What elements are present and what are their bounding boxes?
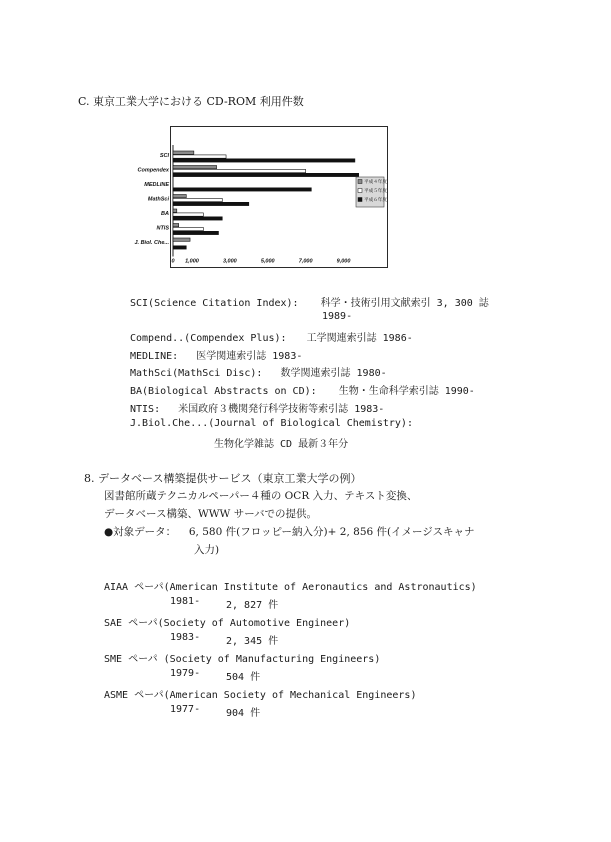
bar xyxy=(173,173,359,176)
paper-sme-year: 1979- xyxy=(170,668,201,679)
chart-frame xyxy=(134,126,388,268)
section-8-heading: 8. データベース構築提供サービス（東京工業大学の例） xyxy=(84,472,362,485)
bar xyxy=(173,231,218,234)
db-item-sci xyxy=(130,294,489,309)
legend-label: 平成５年度 xyxy=(364,188,387,193)
paper-sme-name: SME ペーパ (Society of Manufacturing Engineers) xyxy=(104,654,381,665)
bar xyxy=(173,155,226,158)
db-item-ntis xyxy=(130,400,384,415)
bar xyxy=(173,224,179,227)
target-data-line xyxy=(104,524,475,539)
bar xyxy=(173,238,190,241)
db-item-mathsci xyxy=(130,364,387,379)
target-label: ●対象データ： xyxy=(104,526,177,538)
x-tick-label: 7,000 xyxy=(298,258,313,265)
bar xyxy=(173,166,217,169)
x-tick-label: 0 xyxy=(171,258,175,265)
db-label: Compend..(Compendex Plus): xyxy=(130,333,287,344)
category-label: NTIS xyxy=(156,225,169,232)
paper-aiaa-name: AIAA ペーパ(American Institute of Aeronautics and Astronautics) xyxy=(104,582,477,593)
category-label: MathSci xyxy=(147,196,169,203)
bar xyxy=(173,246,186,249)
category-label: J. Biol. Che... xyxy=(134,240,169,246)
db-label: MEDLINE: xyxy=(130,351,179,362)
bar xyxy=(173,198,222,201)
x-tick-label: 1,000 xyxy=(185,258,199,265)
paper-aiaa-year: 1981- xyxy=(170,596,201,607)
bar xyxy=(173,151,194,154)
target-cont: 入力) xyxy=(194,544,220,556)
bar xyxy=(173,209,177,212)
db-desc: 医学関連索引誌 1983- xyxy=(196,351,303,362)
db-label: MathSci(MathSci Disc): xyxy=(130,368,263,379)
category-label: SCI xyxy=(159,153,169,159)
paper-aiaa-count: 2, 827 件 xyxy=(226,600,279,611)
paper-asme-count: 904 件 xyxy=(226,708,261,719)
db-desc: 工学関連索引誌 1986- xyxy=(306,333,413,344)
usage-bar-chart xyxy=(134,127,387,267)
paper-asme-year: 1977- xyxy=(170,704,201,715)
db-item-sci-cont: 1989- xyxy=(322,311,353,322)
legend-swatch xyxy=(358,180,362,184)
x-tick-label: 5,000 xyxy=(260,258,275,265)
db-desc: 生物・生命科学索引誌 1990- xyxy=(338,386,475,397)
bar xyxy=(173,188,311,191)
bar xyxy=(173,217,222,220)
section-c-heading: C. 東京工業大学における CD-ROM 利用件数 xyxy=(78,95,304,108)
category-label: MEDLINE xyxy=(144,182,169,188)
section-8-line1: 図書館所蔵テクニカルペーパー４種の OCR 入力、テキスト変換、 xyxy=(104,490,418,502)
paper-sae-name: SAE ペーパ(Society of Automotive Engineer) xyxy=(104,618,351,629)
category-label: Compendex xyxy=(137,167,169,174)
bar xyxy=(173,202,249,205)
section-8-line2: データベース構築、WWW サーバでの提供。 xyxy=(104,508,317,520)
x-tick-label: 3,000 xyxy=(222,258,237,265)
db-desc: 数学関連索引誌 1980- xyxy=(280,368,387,379)
legend-swatch xyxy=(358,198,362,202)
bar xyxy=(173,195,186,198)
bar xyxy=(173,169,306,172)
db-item-medline xyxy=(130,347,302,362)
legend-label: 平成６年度 xyxy=(364,197,387,202)
paper-sme-count: 504 件 xyxy=(226,672,261,683)
x-tick-label: 9,000 xyxy=(336,258,351,265)
db-item-compendex xyxy=(130,329,413,344)
paper-sae-year: 1983- xyxy=(170,632,201,643)
target-value: 6, 580 件(フロッピー納入分)+ 2, 856 件(イメージスキャナ xyxy=(188,526,475,538)
db-desc: 米国政府３機関発行科学技術等索引誌 1983- xyxy=(178,404,385,415)
db-desc: 科学・技術引用文献索引 3, 300 誌 xyxy=(320,298,489,309)
db-item-jbc-cont: 生物化学雑誌 CD 最新３年分 xyxy=(214,439,349,450)
bar xyxy=(173,227,203,230)
db-item-ba xyxy=(130,382,475,397)
category-label: BA xyxy=(161,211,169,217)
legend-swatch xyxy=(358,189,362,193)
bar xyxy=(173,159,355,162)
legend-label: 平成４年度 xyxy=(364,179,387,184)
db-label: BA(Biological Abstracts on CD): xyxy=(130,386,317,397)
bar xyxy=(173,213,203,216)
db-label: SCI(Science Citation Index): xyxy=(130,298,299,309)
paper-asme-name: ASME ペーパ(American Society of Mechanical Engineers) xyxy=(104,690,417,701)
paper-sae-count: 2, 345 件 xyxy=(226,636,279,647)
db-label: NTIS: xyxy=(130,404,161,415)
db-item-jbc: J.Biol.Che...(Journal of Biological Chemistry): xyxy=(130,418,413,429)
